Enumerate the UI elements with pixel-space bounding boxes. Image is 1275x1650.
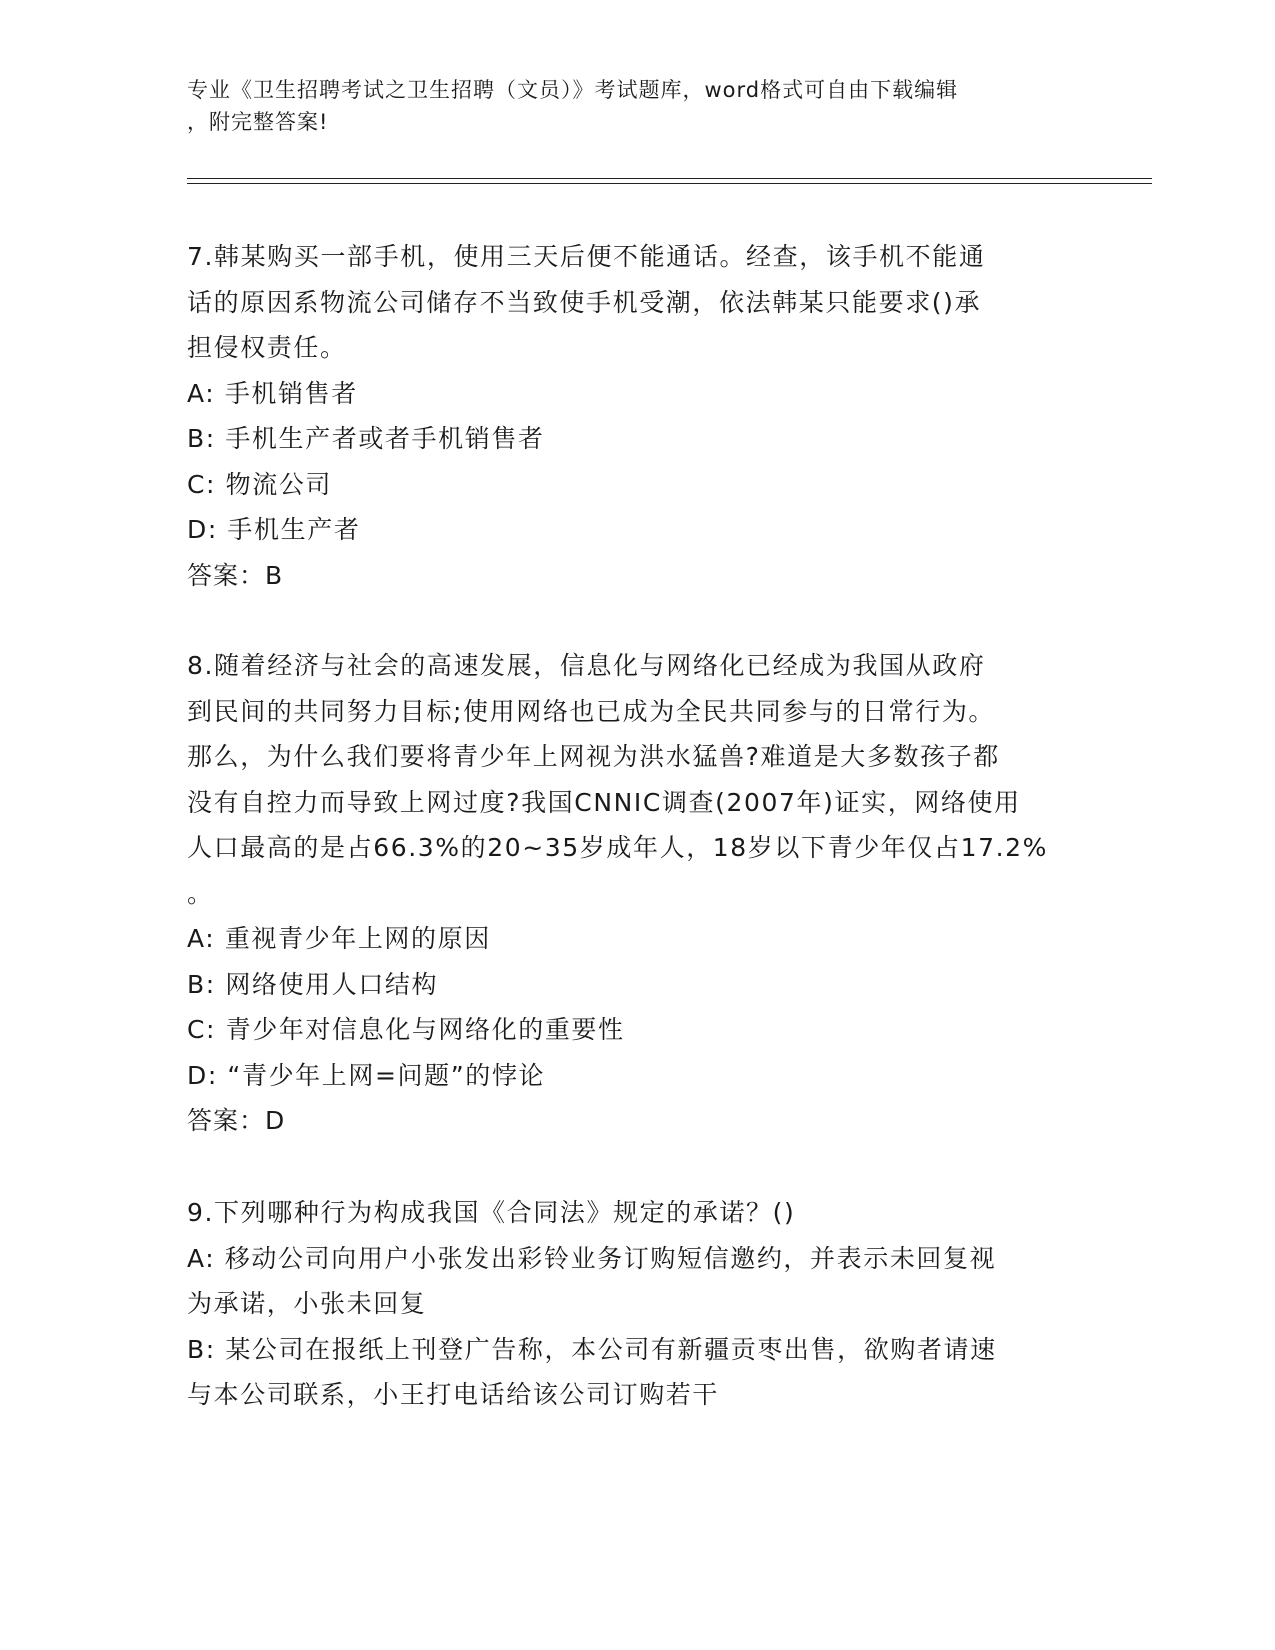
question-stem-line: 没有自控力而导致上网过度?我国CNNIC调查(2007年)证实，网络使用: [187, 787, 1021, 817]
option-d: D: 手机生产者: [187, 515, 361, 544]
option-a-continued: 为承诺，小张未回复: [187, 1289, 427, 1318]
answer-line: 答案：D: [187, 1106, 286, 1135]
answer-line: 答案：B: [187, 560, 284, 590]
option-a: A: 手机销售者: [187, 378, 358, 408]
document-header: [187, 74, 1067, 138]
option-a: A: 重视青少年上网的原因: [187, 924, 491, 953]
option-b: B: 某公司在报纸上刊登广告称，本公司有新疆贡枣出售，欲购者请速: [187, 1334, 997, 1364]
question-stem-line: 7.韩某购买一部手机，使用三天后便不能通话。经查，该手机不能通: [187, 242, 986, 271]
option-b: B: 手机生产者或者手机销售者: [187, 424, 545, 453]
header-divider: [187, 183, 1152, 184]
question-stem-line: 9.下列哪种行为构成我国《合同法》规定的承诺？(): [187, 1198, 796, 1227]
option-c: C: 物流公司: [187, 469, 333, 499]
question-8: [187, 643, 1087, 1144]
question-9: [187, 1190, 1087, 1418]
header-line: 专业《卫生招聘考试之卫生招聘（文员）》考试题库，word格式可自由下载编辑: [187, 78, 959, 102]
option-b: B: 网络使用人口结构: [187, 969, 439, 999]
option-c: C: 青少年对信息化与网络化的重要性: [187, 1015, 625, 1044]
header-divider: [187, 178, 1152, 179]
question-stem-line: 担侵权责任。: [187, 333, 347, 362]
header-line: ，附完整答案!: [187, 110, 329, 134]
question-stem-line: 到民间的共同努力目标;使用网络也已成为全民共同参与的日常行为。: [187, 696, 996, 726]
question-stem-line: 话的原因系物流公司储存不当致使手机受潮，依法韩某只能要求()承: [187, 287, 982, 317]
option-b-continued: 与本公司联系，小王打电话给该公司订购若干: [187, 1380, 720, 1409]
option-a: A: 移动公司向用户小张发出彩铃业务订购短信邀约，并表示未回复视: [187, 1243, 997, 1273]
question-stem-line: 人口最高的是占66.3%的20~35岁成年人，18岁以下青少年仅占17.2%: [187, 833, 1049, 862]
option-d: D: “青少年上网=问题”的悖论: [187, 1060, 546, 1090]
question-7: [187, 234, 1087, 598]
question-stem-line: 那么，为什么我们要将青少年上网视为洪水猛兽?难道是大多数孩子都: [187, 742, 1000, 771]
question-stem-line: 8.随着经济与社会的高速发展，信息化与网络化已经成为我国从政府: [187, 651, 986, 680]
question-stem-line: 。: [187, 878, 214, 908]
